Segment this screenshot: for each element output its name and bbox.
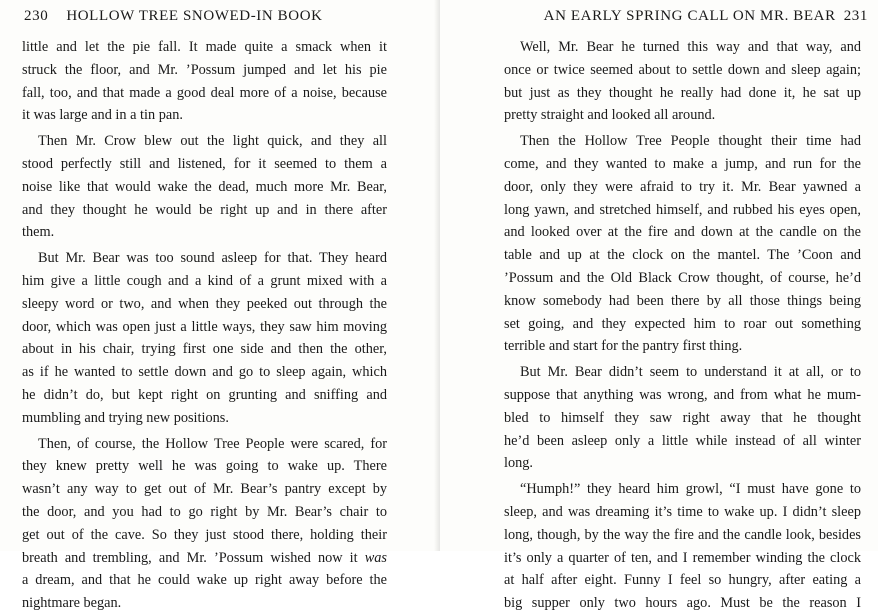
text-line: fall, too, and that made a good deal more of a noise, because (22, 84, 387, 101)
text-line: they knew pretty well he was going to wake up. There (22, 458, 387, 475)
text-line: ’Possum and the Old Black Crow thought, of course, he’d (504, 269, 861, 286)
text-line: the door, and you had to go right by Mr. Bear’s chair to (22, 503, 387, 520)
text-line: Then the Hollow Tree People thought their time had (520, 133, 861, 150)
text-line: it was large and in a tin pan. (22, 107, 183, 124)
text-line: sleep, and was dreaming it’s time to wake up. I didn’t sleep (504, 503, 861, 520)
text-line: terrible and start for the pantry first thing. (504, 338, 743, 355)
right-running-head: AN EARLY SPRING CALL ON MR. BEAR (543, 8, 836, 24)
text-line: it’s only a quarter of ten, and I remember winding the clock (504, 549, 861, 566)
text-line: pretty straight and looked all around. (504, 107, 716, 124)
text-line: but just as they thought he really had done it, he sat up (504, 84, 861, 101)
text-line: sleepy word or two, and when they peeked out through the (22, 295, 387, 312)
text-line: once or twice seemed about to settle down and sleep again; (504, 61, 861, 78)
text-line: wasn’t any way to get out of Mr. Bear’s pantry except by (22, 481, 387, 498)
text-line: and looked over at the fire and down at the candle on the (504, 224, 861, 241)
text-line: door, which was open just a little ways, they saw him moving (22, 318, 387, 335)
text-line: Then, of course, the Hollow Tree People were scared, for (38, 435, 387, 452)
text-line: him give a little cough and a kind of a grunt mixed with a (22, 272, 387, 289)
left-page (0, 0, 440, 612)
right-running-header (510, 8, 868, 25)
text-line: and they thought he would be right up and in there after (22, 201, 387, 218)
text-line: stood perfectly still and listened, for it seemed to them a (22, 155, 387, 172)
text-line: mumbling and trying new positions. (22, 409, 229, 426)
text-line: bled to himself they saw right away that he thought (504, 409, 861, 426)
text-fragment: breath and trembling, and Mr. ’Possum wished now it (22, 549, 365, 566)
text-line: a dream, and that he could wake up right away before the (22, 572, 387, 589)
text-line: them. (22, 224, 55, 241)
text-line: Then Mr. Crow blew out the light quick, and they all (38, 133, 387, 150)
left-running-head: HOLLOW TREE SNOWED-IN BOOK (66, 8, 323, 24)
text-line: But Mr. Bear was too sound asleep for that. They heard (38, 250, 387, 267)
text-line: he’d been asleep only a little while instead of all winter (504, 432, 861, 449)
text-line: long. (504, 455, 533, 472)
right-body-text (504, 36, 861, 615)
text-line: door, only they were afraid to try it. Mr. Bear yawned a (504, 178, 861, 195)
right-page-number: 231 (843, 8, 868, 24)
text-line: know somebody had been there by all those things being (504, 292, 861, 309)
text-line: suppose that anything was wrong, and from what he mum- (504, 386, 861, 403)
text-line: little and let the pie fall. It made quite a smack when it (22, 39, 387, 55)
right-page (440, 0, 878, 612)
text-line: noise like that would wake the dead, much more Mr. Bear, (22, 178, 387, 195)
text-line: “Humph!” they heard him growl, “I must have gone to (520, 481, 861, 498)
text-line: set going, and they expected him to roar out something (504, 315, 861, 332)
text-line-with-italic (22, 547, 387, 570)
text-line: But Mr. Bear didn’t seem to understand it at all, or to (520, 364, 861, 381)
text-line: come, and they wanted to make a jump, and run for the (504, 155, 861, 172)
text-line: Well, Mr. Bear he turned this way and that way, and (520, 39, 861, 55)
text-line: long, though, by the way the fire and the candle look, besides (504, 526, 861, 543)
text-line: struck the floor, and Mr. ’Possum jumped and let his pie (22, 61, 387, 78)
text-line: about in his chair, trying first one side and then the other, (22, 341, 387, 358)
text-line: as if he wanted to settle down and go to sleep again, which (22, 364, 387, 381)
text-line: he didn’t do, but kept right on grunting and sniffing and (22, 386, 387, 403)
left-running-header (24, 8, 416, 25)
left-page-number: 230 (24, 8, 49, 24)
text-line: long yawn, and stretched himself, and rubbed his eyes open, (504, 201, 861, 218)
left-body-text (22, 36, 387, 615)
text-line: big supper only two hours ago. Must be the reason I (504, 595, 861, 612)
text-line: get out of the cave. So they just stood there, holding their (22, 526, 387, 543)
text-line: nightmare began. (22, 595, 122, 612)
italic-word: was (364, 549, 387, 566)
text-line: at half after eight. Funny I feel so hungry, after eating a (504, 572, 861, 589)
text-line: table and up at the clock on the mantel. The ’Coon and (504, 247, 861, 264)
